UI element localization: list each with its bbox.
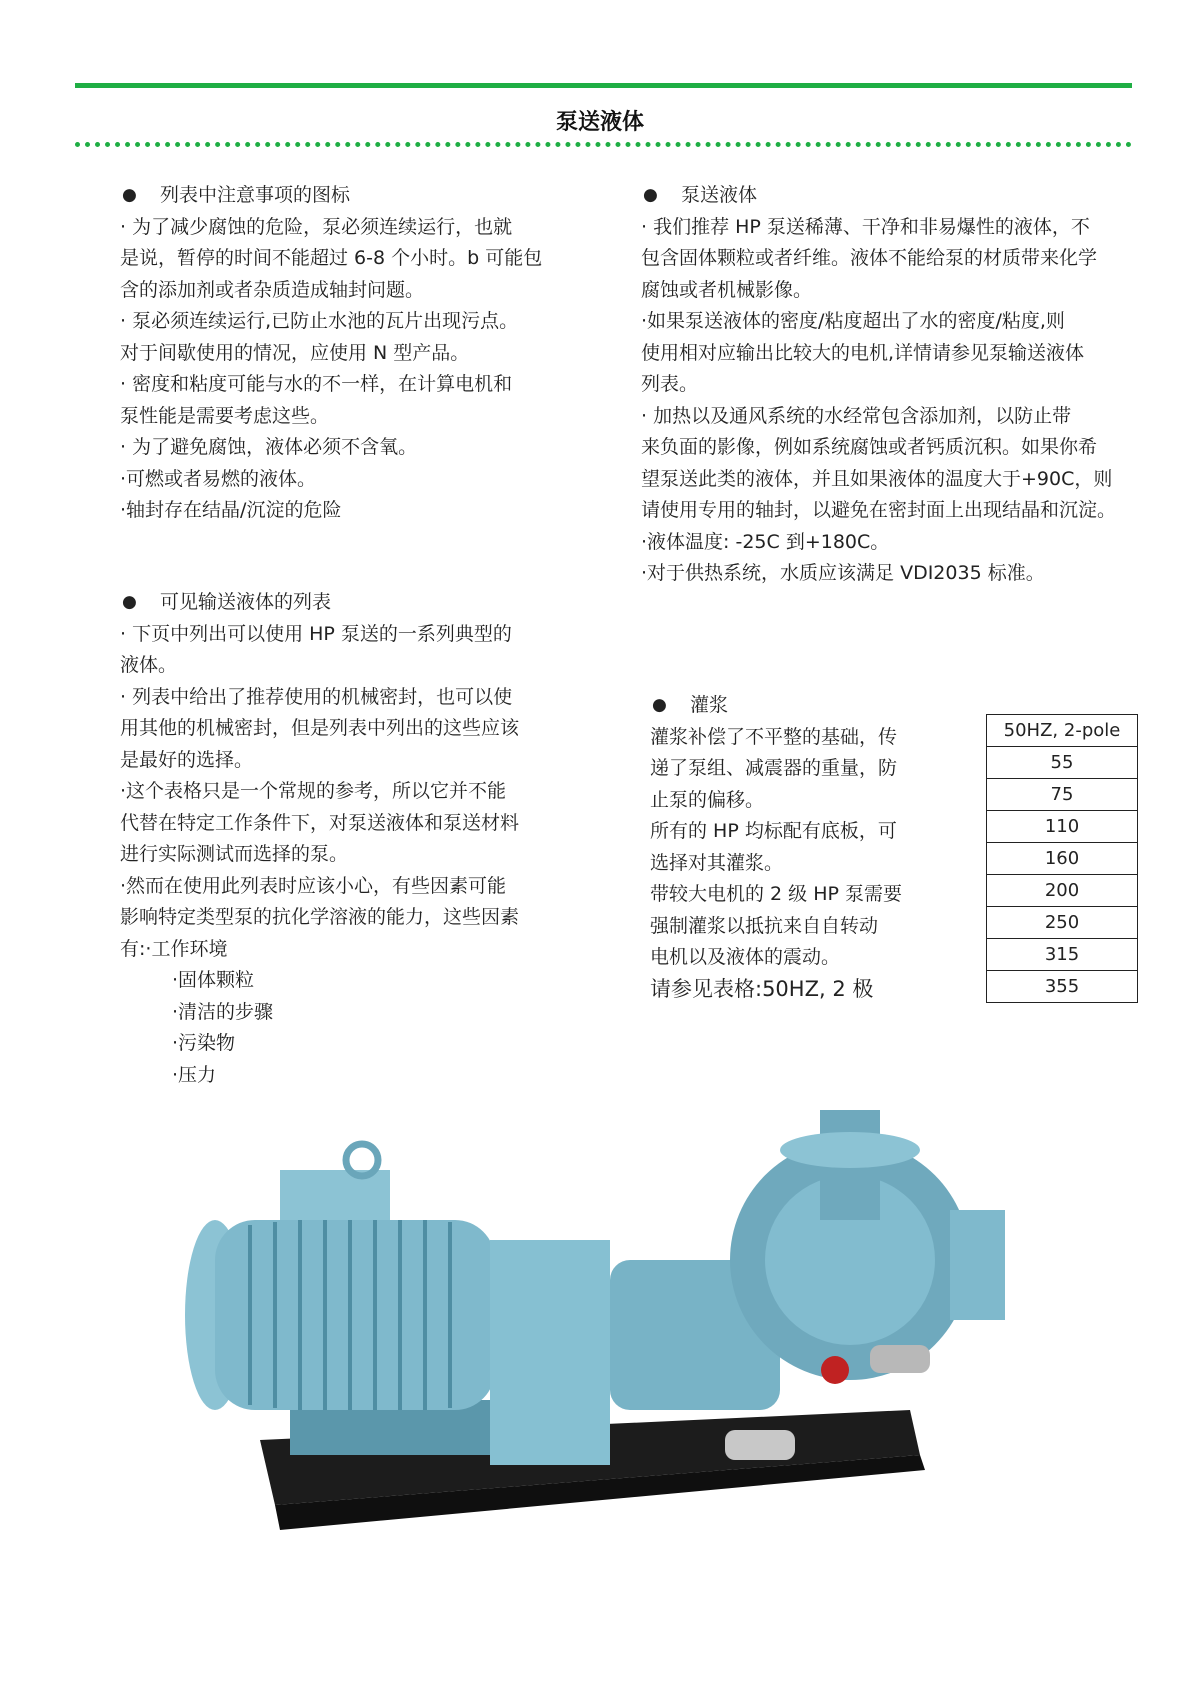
dotted-rule [75, 142, 1132, 147]
grout-line: 电机以及液体的震动。 [650, 946, 841, 968]
visible-line: 影响特定类型泵的抗化学溶液的能力，这些因素 [120, 906, 520, 928]
table-cell: 110 [987, 811, 1138, 843]
bullet-icon: ● [652, 695, 667, 715]
pump-liquid-section [641, 180, 1161, 590]
notes-line: 泵性能是需要考虑这些。 [120, 404, 330, 427]
notes-line: · 密度和粘度可能与水的不一样，在计算电机和 [120, 373, 513, 395]
bullet-icon: ● [122, 185, 137, 205]
visible-list-section [120, 587, 590, 1091]
visible-line: 液体。 [120, 654, 178, 676]
discharge-flange [780, 1132, 920, 1168]
visible-line: ·这个表格只是一个常规的参考，所以它并不能 [120, 780, 507, 802]
pump-line: ·对于供热系统，水质应该满足 VDI2035 标准。 [641, 562, 1045, 584]
grout-line: 止泵的偏移。 [650, 788, 765, 811]
grout-line: 强制灌浆以抵抗来自自转动 [650, 914, 879, 937]
top-rule [75, 83, 1132, 88]
pump-line: 列表。 [641, 373, 699, 395]
table-cell: 75 [987, 779, 1138, 811]
visible-line: 用其他的机械密封，但是列表中列出的这些应该 [120, 717, 520, 739]
bullet-icon: ● [122, 592, 137, 612]
factor-item: ·污染物 [172, 1032, 236, 1054]
seal-pipe [870, 1345, 930, 1373]
notes-line: 是说，暂停的时间不能超过 6-8 个小时。b 可能包 [120, 247, 543, 269]
table-cell: 55 [987, 747, 1138, 779]
pump-line: · 我们推荐 HP 泵送稀薄、干净和非易爆性的液体，不 [641, 215, 1090, 238]
visible-heading: ● 可见输送液体的列表 [120, 587, 590, 619]
pump-line: 包含固体颗粒或者纤维。液体不能给泵的材质带来化学 [641, 247, 1098, 269]
visible-line: 是最好的选择。 [120, 748, 254, 771]
notes-section [120, 180, 590, 527]
bullet-icon: ● [643, 185, 658, 205]
grout-line: 灌浆补偿了不平整的基础，传 [650, 725, 898, 748]
pump-photo [180, 1110, 1030, 1550]
grout-table-reference: 请参见表格:50HZ, 2 极 [650, 976, 874, 1001]
grouting-section [650, 690, 950, 1005]
pump-line: ·如果泵送液体的密度/粘度超出了水的密度/粘度,则 [641, 310, 1065, 332]
grout-line: 递了泵组、减震器的重量，防 [650, 757, 898, 779]
grout-line: 所有的 HP 均标配有底板，可 [650, 820, 897, 842]
terminal-box [280, 1170, 390, 1220]
pump-line: 来负面的影像，例如系统腐蚀或者钙质沉积。如果你希 [641, 436, 1098, 458]
motor-body [215, 1220, 495, 1410]
pump-line: 使用相对应输出比较大的电机,详情请参见泵输送液体 [641, 341, 1085, 364]
grout-line: 选择对其灌浆。 [650, 851, 784, 874]
pump-line: · 加热以及通风系统的水经常包含添加剂，以防止带 [641, 404, 1072, 427]
red-valve-icon [821, 1356, 849, 1384]
grout-line: 带较大电机的 2 级 HP 泵需要 [650, 883, 902, 905]
table-cell: 355 [987, 971, 1138, 1003]
notes-line: · 为了减少腐蚀的危险，泵必须连续运行，也就 [120, 215, 513, 238]
drain-fitting [725, 1430, 795, 1460]
table-cell: 200 [987, 875, 1138, 907]
notes-line: 对于间歇使用的情况，应使用 N 型产品。 [120, 341, 470, 364]
factor-item: ·清洁的步骤 [172, 1000, 274, 1023]
notes-line: · 为了避免腐蚀，液体必须不含氧。 [120, 436, 418, 458]
notes-line: 含的添加剂或者杂质造成轴封问题。 [120, 278, 425, 301]
pump-line: ·液体温度: -25C 到+180C。 [641, 530, 890, 553]
suction-flange [950, 1210, 1005, 1320]
visible-line: · 列表中给出了推荐使用的机械密封，也可以使 [120, 685, 513, 708]
pump-line: 请使用专用的轴封，以避免在密封面上出现结晶和沉淀。 [641, 499, 1117, 521]
factor-item: ·固体颗粒 [172, 969, 255, 991]
visible-line: ·然而在使用此列表时应该小心，有些因素可能 [120, 874, 507, 897]
pump-line: 望泵送此类的液体，并且如果液体的温度大于+90C，则 [641, 467, 1113, 490]
grout-heading: ● 灌浆 [650, 690, 950, 722]
table-header-cell: 50HZ, 2-pole [987, 715, 1138, 747]
coupling-guard [490, 1240, 610, 1465]
visible-line: 有:·工作环境 [120, 937, 228, 960]
pump-heading: ● 泵送液体 [641, 180, 1161, 212]
table-cell: 250 [987, 907, 1138, 939]
table-cell: 160 [987, 843, 1138, 875]
notes-heading: ● 列表中注意事项的图标 [120, 180, 590, 212]
visible-line: 进行实际测试而选择的泵。 [120, 843, 349, 865]
factor-item: ·压力 [172, 1063, 217, 1086]
visible-line: 代替在特定工作条件下，对泵送液体和泵送材料 [120, 811, 520, 834]
page-title: 泵送液体 [555, 110, 644, 135]
notes-line: · 泵必须连续运行,已防止水池的瓦片出现污点。 [120, 310, 519, 332]
motor-size-table [986, 714, 1138, 1003]
visible-line: · 下页中列出可以使用 HP 泵送的一系列典型的 [120, 622, 512, 645]
pump-line: 腐蚀或者机械影像。 [641, 278, 813, 301]
notes-line: ·轴封存在结晶/沉淀的危险 [120, 499, 342, 521]
notes-line: ·可燃或者易燃的液体。 [120, 467, 317, 490]
table-cell: 315 [987, 939, 1138, 971]
